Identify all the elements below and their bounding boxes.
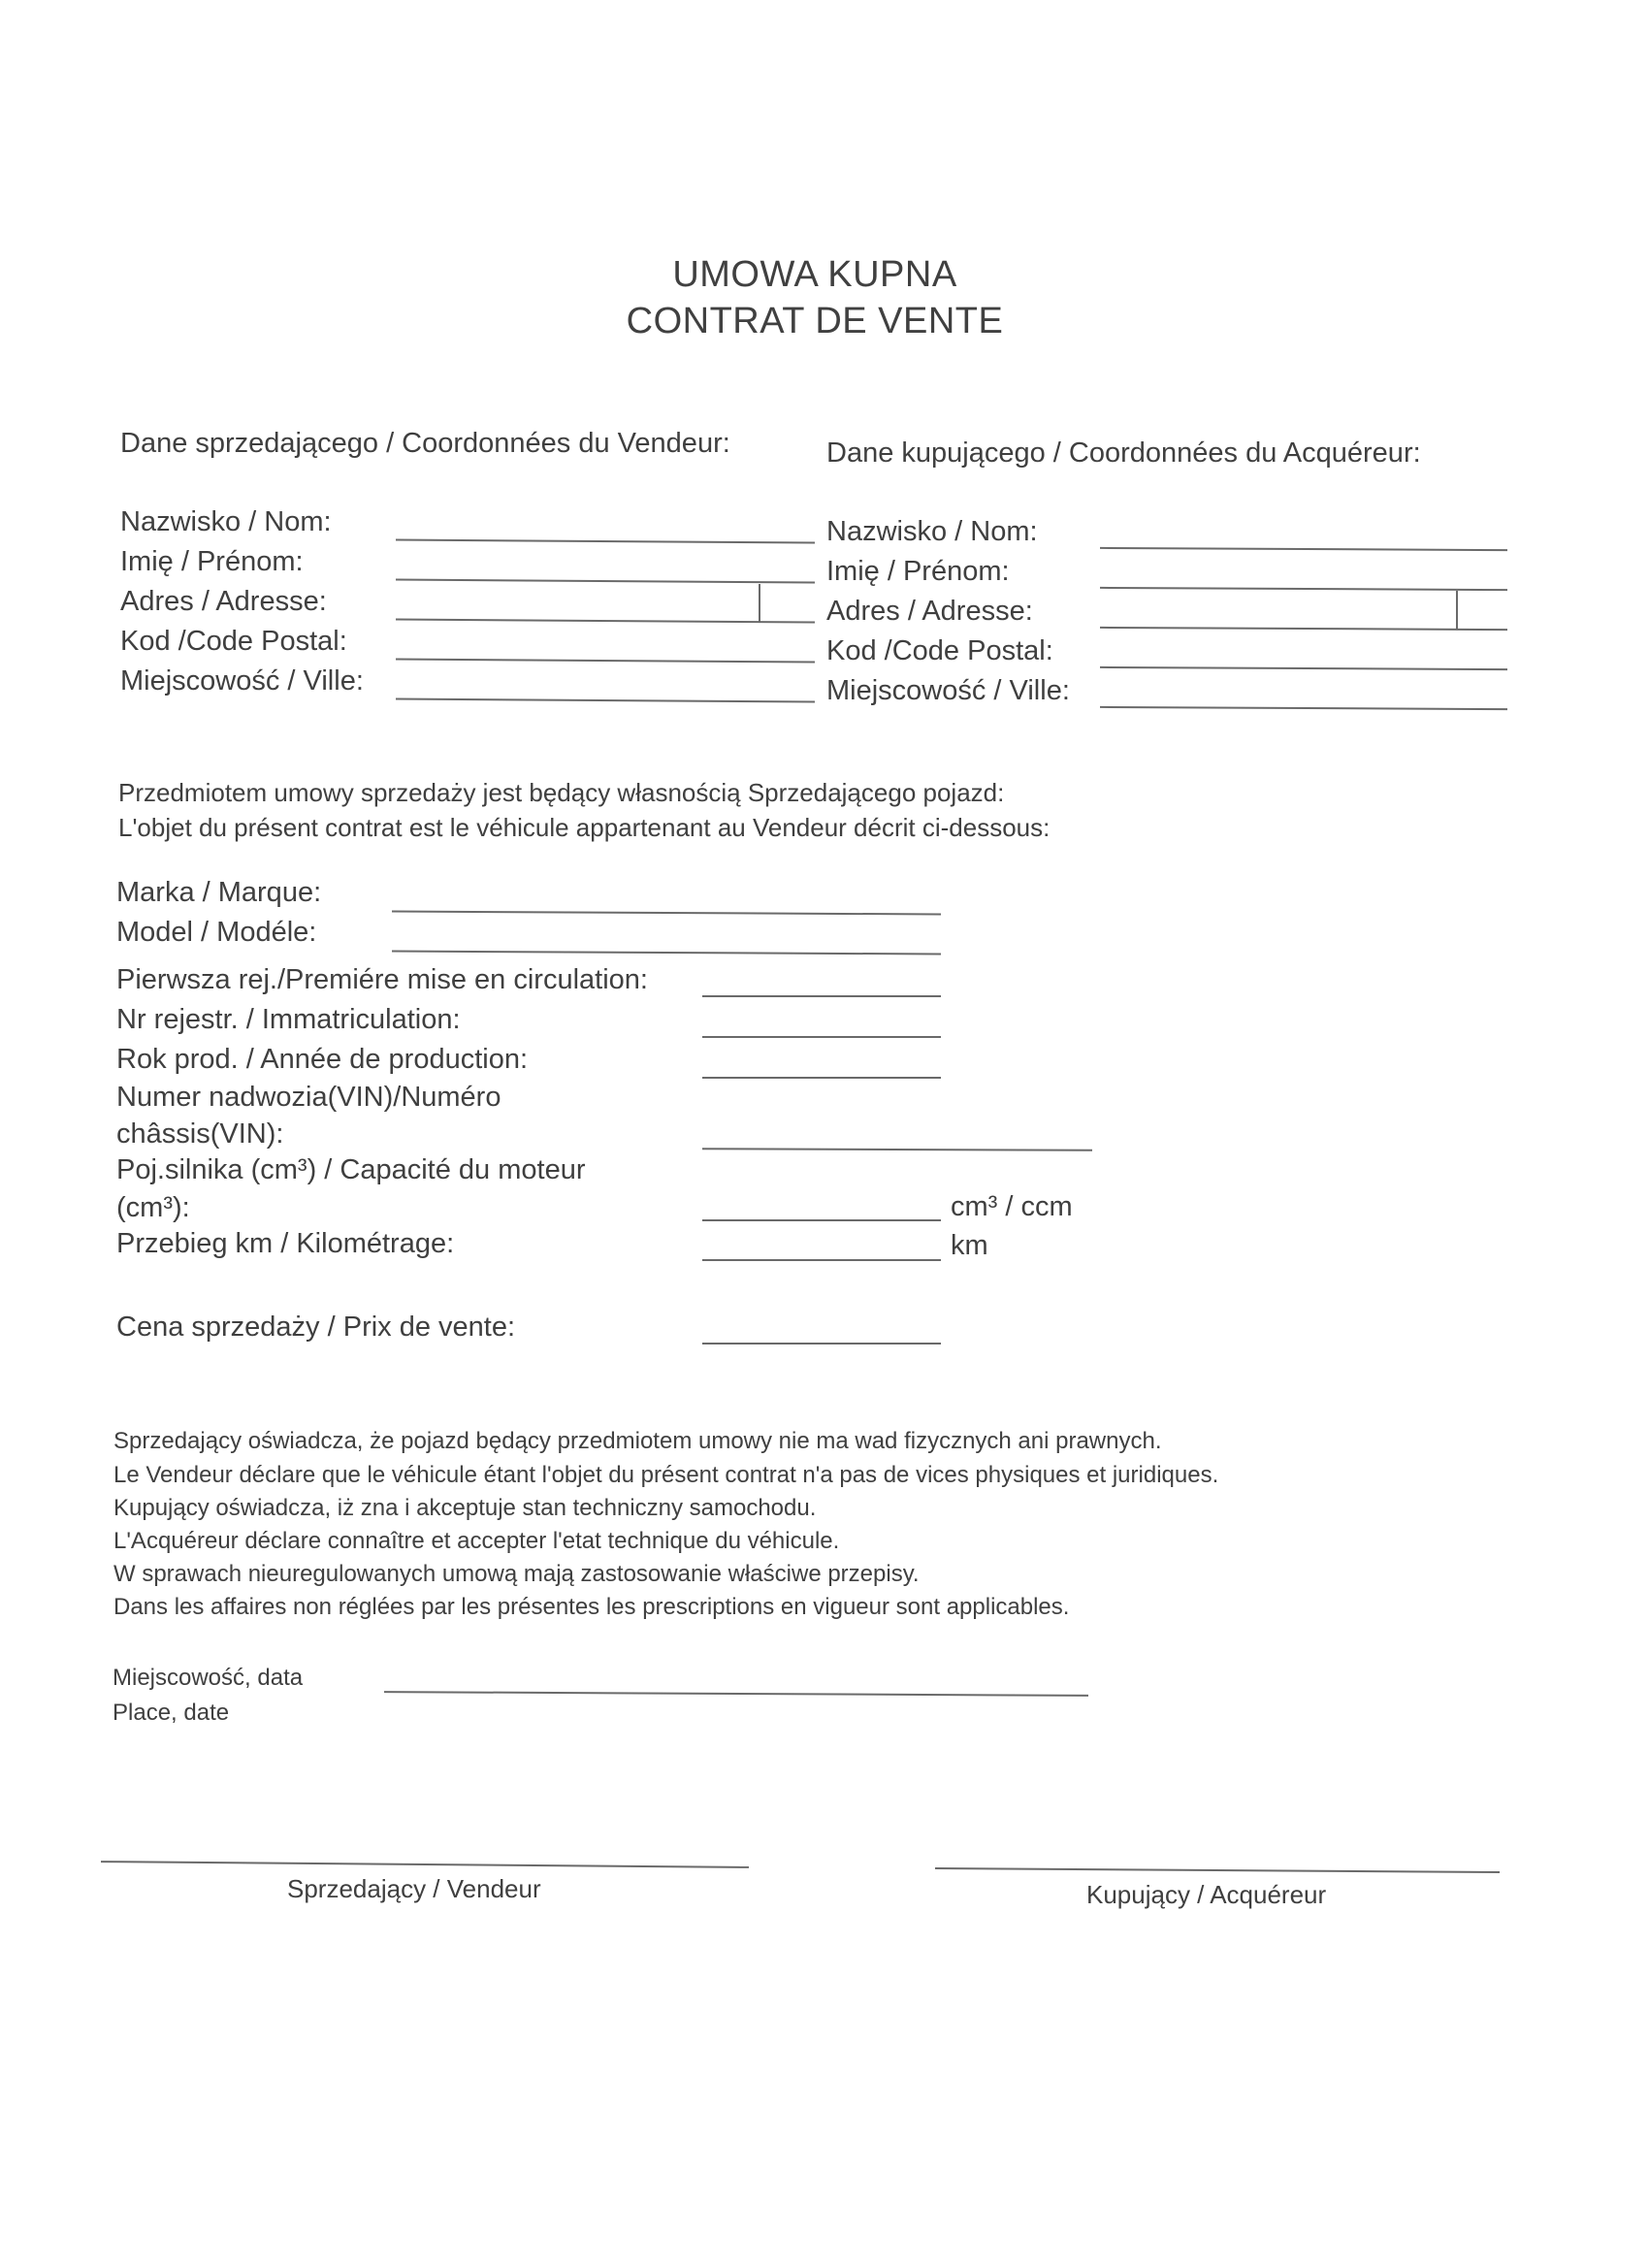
model-input[interactable] [392, 923, 945, 954]
seller-firstname-label: Imię / Prénom: [120, 546, 304, 577]
seller-surname-label: Nazwisko / Nom: [120, 506, 332, 537]
place-date-label-pl: Miejscowość, data [113, 1665, 304, 1691]
seller-city-label: Miejscowość / Ville: [120, 665, 364, 697]
buyer-postal-input[interactable] [1100, 638, 1511, 669]
buyer-surname-label: Nazwisko / Nom: [826, 516, 1038, 547]
subject-text-fr: L'objet du présent contrat est le véhicule appartenant au Vendeur décrit ci-dessous: [118, 813, 1051, 842]
place-date-input[interactable] [384, 1663, 1092, 1694]
declaration-seller-fr: Le Vendeur déclare que le véhicule étant l'objet du présent contrat n'a pas de vices physiques et juridiques. [113, 1462, 1219, 1488]
seller-address-divider [759, 584, 760, 623]
seller-firstname-input[interactable] [396, 551, 819, 582]
production-year-label: Rok prod. / Année de production: [116, 1044, 529, 1075]
seller-postal-input[interactable] [396, 631, 819, 662]
declaration-seller-pl: Sprzedający oświadcza, że pojazd będący przedmiotem umowy nie ma wad fizycznych ani prawnych. [113, 1428, 1162, 1454]
engine-capacity-label-line2: (cm³): [116, 1192, 190, 1223]
marka-label: Marka / Marque: [116, 877, 322, 908]
buyer-surname-input[interactable] [1100, 519, 1511, 550]
buyer-signature-label: Kupujący / Acquéreur [1086, 1880, 1327, 1909]
buyer-heading: Dane kupującego / Coordonnées du Acquéreur: [826, 437, 1421, 469]
seller-postal-label: Kod /Code Postal: [120, 626, 347, 657]
buyer-city-input[interactable] [1100, 678, 1511, 709]
buyer-city-label: Miejscowość / Ville: [826, 675, 1070, 706]
buyer-address-label: Adres / Adresse: [826, 596, 1033, 627]
declaration-buyer-fr: L'Acquéreur déclare connaître et accepter l'etat technique du véhicule. [113, 1528, 840, 1554]
model-label: Model / Modéle: [116, 917, 317, 948]
registration-number-input[interactable] [702, 1007, 945, 1038]
seller-surname-input[interactable] [396, 511, 819, 542]
seller-address-label: Adres / Adresse: [120, 586, 327, 617]
buyer-signature-line [935, 1867, 1500, 1873]
place-date-label-fr: Place, date [113, 1700, 230, 1726]
document-subtitle: CONTRAT DE VENTE [626, 301, 1004, 341]
buyer-address-divider [1456, 591, 1458, 630]
engine-capacity-input[interactable] [702, 1190, 945, 1221]
buyer-address-input[interactable] [1100, 599, 1455, 630]
buyer-postal-label: Kod /Code Postal: [826, 635, 1053, 666]
price-input[interactable] [702, 1313, 945, 1345]
vin-label-line2: châssis(VIN): [116, 1118, 284, 1150]
engine-capacity-label-line1: Poj.silnika (cm³) / Capacité du moteur [116, 1154, 586, 1185]
price-label: Cena sprzedaży / Prix de vente: [116, 1312, 516, 1343]
first-registration-input[interactable] [702, 966, 945, 997]
document-title: UMOWA KUPNA [672, 254, 957, 295]
seller-heading: Dane sprzedającego / Coordonnées du Vendeur: [120, 428, 730, 459]
subject-text-pl: Przedmiotem umowy sprzedaży jest będący własnością Sprzedającego pojazd: [118, 778, 1005, 807]
seller-city-input[interactable] [396, 670, 819, 701]
buyer-firstname-label: Imię / Prénom: [826, 556, 1010, 587]
vin-input[interactable] [702, 1119, 1096, 1150]
declaration-law-pl: W sprawach nieuregulowanych umową mają zastosowanie właściwe przepisy. [113, 1561, 920, 1587]
seller-signature-line [101, 1861, 749, 1868]
production-year-input[interactable] [702, 1048, 945, 1079]
marka-input[interactable] [392, 883, 945, 914]
mileage-label: Przebieg km / Kilométrage: [116, 1228, 455, 1259]
mileage-input[interactable] [702, 1230, 945, 1261]
engine-capacity-unit: cm³ / ccm [951, 1191, 1073, 1222]
mileage-unit: km [951, 1230, 988, 1261]
first-registration-label: Pierwsza rej./Premiére mise en circulation: [116, 964, 648, 995]
registration-number-label: Nr rejestr. / Immatriculation: [116, 1004, 461, 1035]
buyer-firstname-input[interactable] [1100, 559, 1511, 590]
vin-label-line1: Numer nadwozia(VIN)/Numéro [116, 1082, 501, 1113]
seller-signature-label: Sprzedający / Vendeur [287, 1874, 541, 1903]
declaration-law-fr: Dans les affaires non réglées par les présentes les prescriptions en vigueur sont applicables. [113, 1594, 1070, 1620]
seller-address-input[interactable] [396, 591, 759, 622]
declaration-buyer-pl: Kupujący oświadcza, iż zna i akceptuje stan techniczny samochodu. [113, 1495, 817, 1521]
